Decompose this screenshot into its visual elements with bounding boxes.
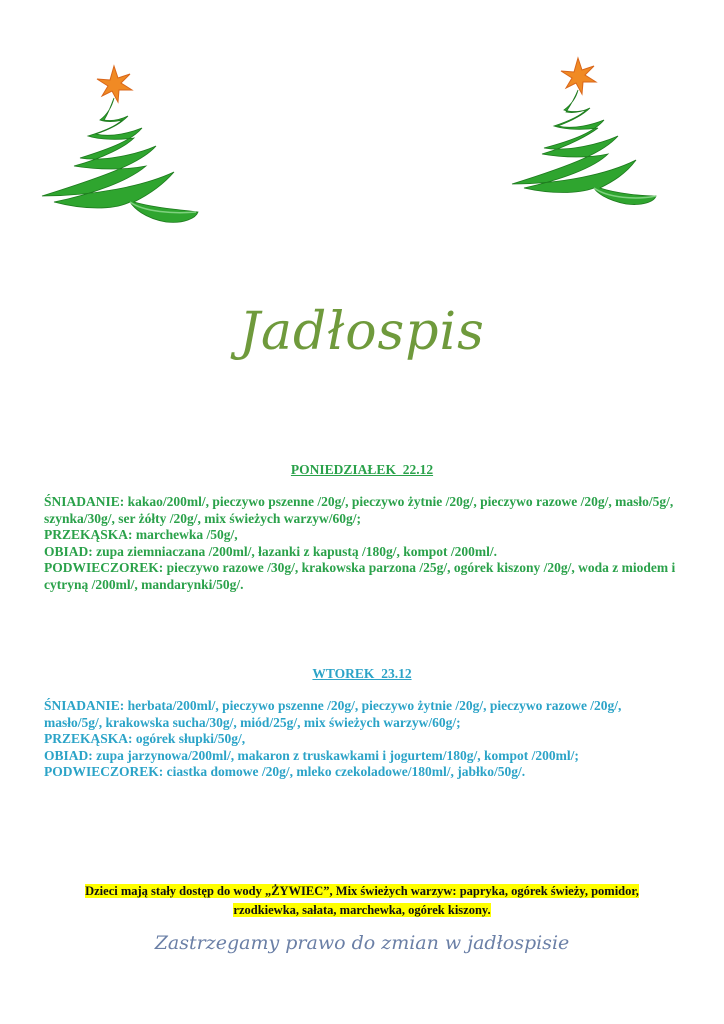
meal-lunch [44,748,682,765]
day-menu-tuesday [44,698,682,781]
meal-afternoon-snack [44,764,682,781]
water-notice [30,882,694,920]
meal-text: marchewka /50g/, [132,527,238,542]
meal-snack [44,527,682,544]
meal-snack [44,731,682,748]
meal-label: PRZEKĄSKA: [44,527,133,542]
meal-label: PODWIECZOREK: [44,560,164,575]
day-heading-monday: PONIEDZIAŁEK 22.12 [290,462,434,477]
day-menu-monday [44,494,682,593]
meal-label: ŚNIADANIE: [44,494,125,509]
meal-label: PODWIECZOREK: [44,764,164,779]
day-heading-tuesday: WTOREK 23.12 [312,666,412,681]
meal-label: PRZEKĄSKA: [44,731,133,746]
meal-text: kakao/200ml/, pieczywo pszenne /20g/, pieczywo żytnie /20g/, pieczywo razowe /20g/, masło/5g/, szynka/30g/, ser żółty /20g/, mix świeżych warzyw/60g/; [44,494,674,526]
star-icon [97,66,132,102]
meal-label: OBIAD: [44,747,93,763]
christmas-tree-icon-right [508,56,658,208]
meal-text: zupa ziemniaczana /200ml/, łazanki z kapustą /180g/, kompot /200ml/. [92,543,498,559]
notice-line-2: rzodkiewka, sałata, marchewka, ogórek kiszony. [233,903,491,917]
meal-label: OBIAD: [44,543,93,559]
meal-afternoon-snack [44,560,682,593]
meal-breakfast [44,494,682,527]
star-icon [561,58,596,94]
meal-text: ciastka domowe /20g/, mleko czekoladowe/180ml/, jabłko/50g/. [163,764,526,779]
christmas-tree-icon-left [34,62,202,228]
meal-label: ŚNIADANIE: [44,698,125,713]
meal-lunch [44,544,682,561]
footer-disclaimer: Zastrzegamy prawo do zmian w jadłospisie [154,932,570,954]
notice-line-1: Dzieci mają stały dostęp do wody „ŻYWIEC”, Mix świeżych warzyw: papryka, ogórek świeży, pomidor, [85,884,639,898]
page-title: Jadłospis [239,302,485,362]
meal-text: pieczywo razowe /30g/, krakowska parzona /25g/, ogórek kiszony /20g/, woda z miodem i cytryną /200ml/, mandarynki/50g/. [44,560,676,592]
meal-text: herbata/200ml/, pieczywo pszenne /20g/, pieczywo żytnie /20g/, pieczywo razowe /20g/, masło/5g/, krakowska sucha/30g/, miód/25g/, mix świeżych warzyw/60g/; [44,698,622,730]
meal-breakfast [44,698,682,731]
meal-text: ogórek słupki/50g/, [132,731,246,746]
meal-text: zupa jarzynowa/200ml/, makaron z truskawkami i jogurtem/180g/, kompot /200ml/; [92,747,579,763]
